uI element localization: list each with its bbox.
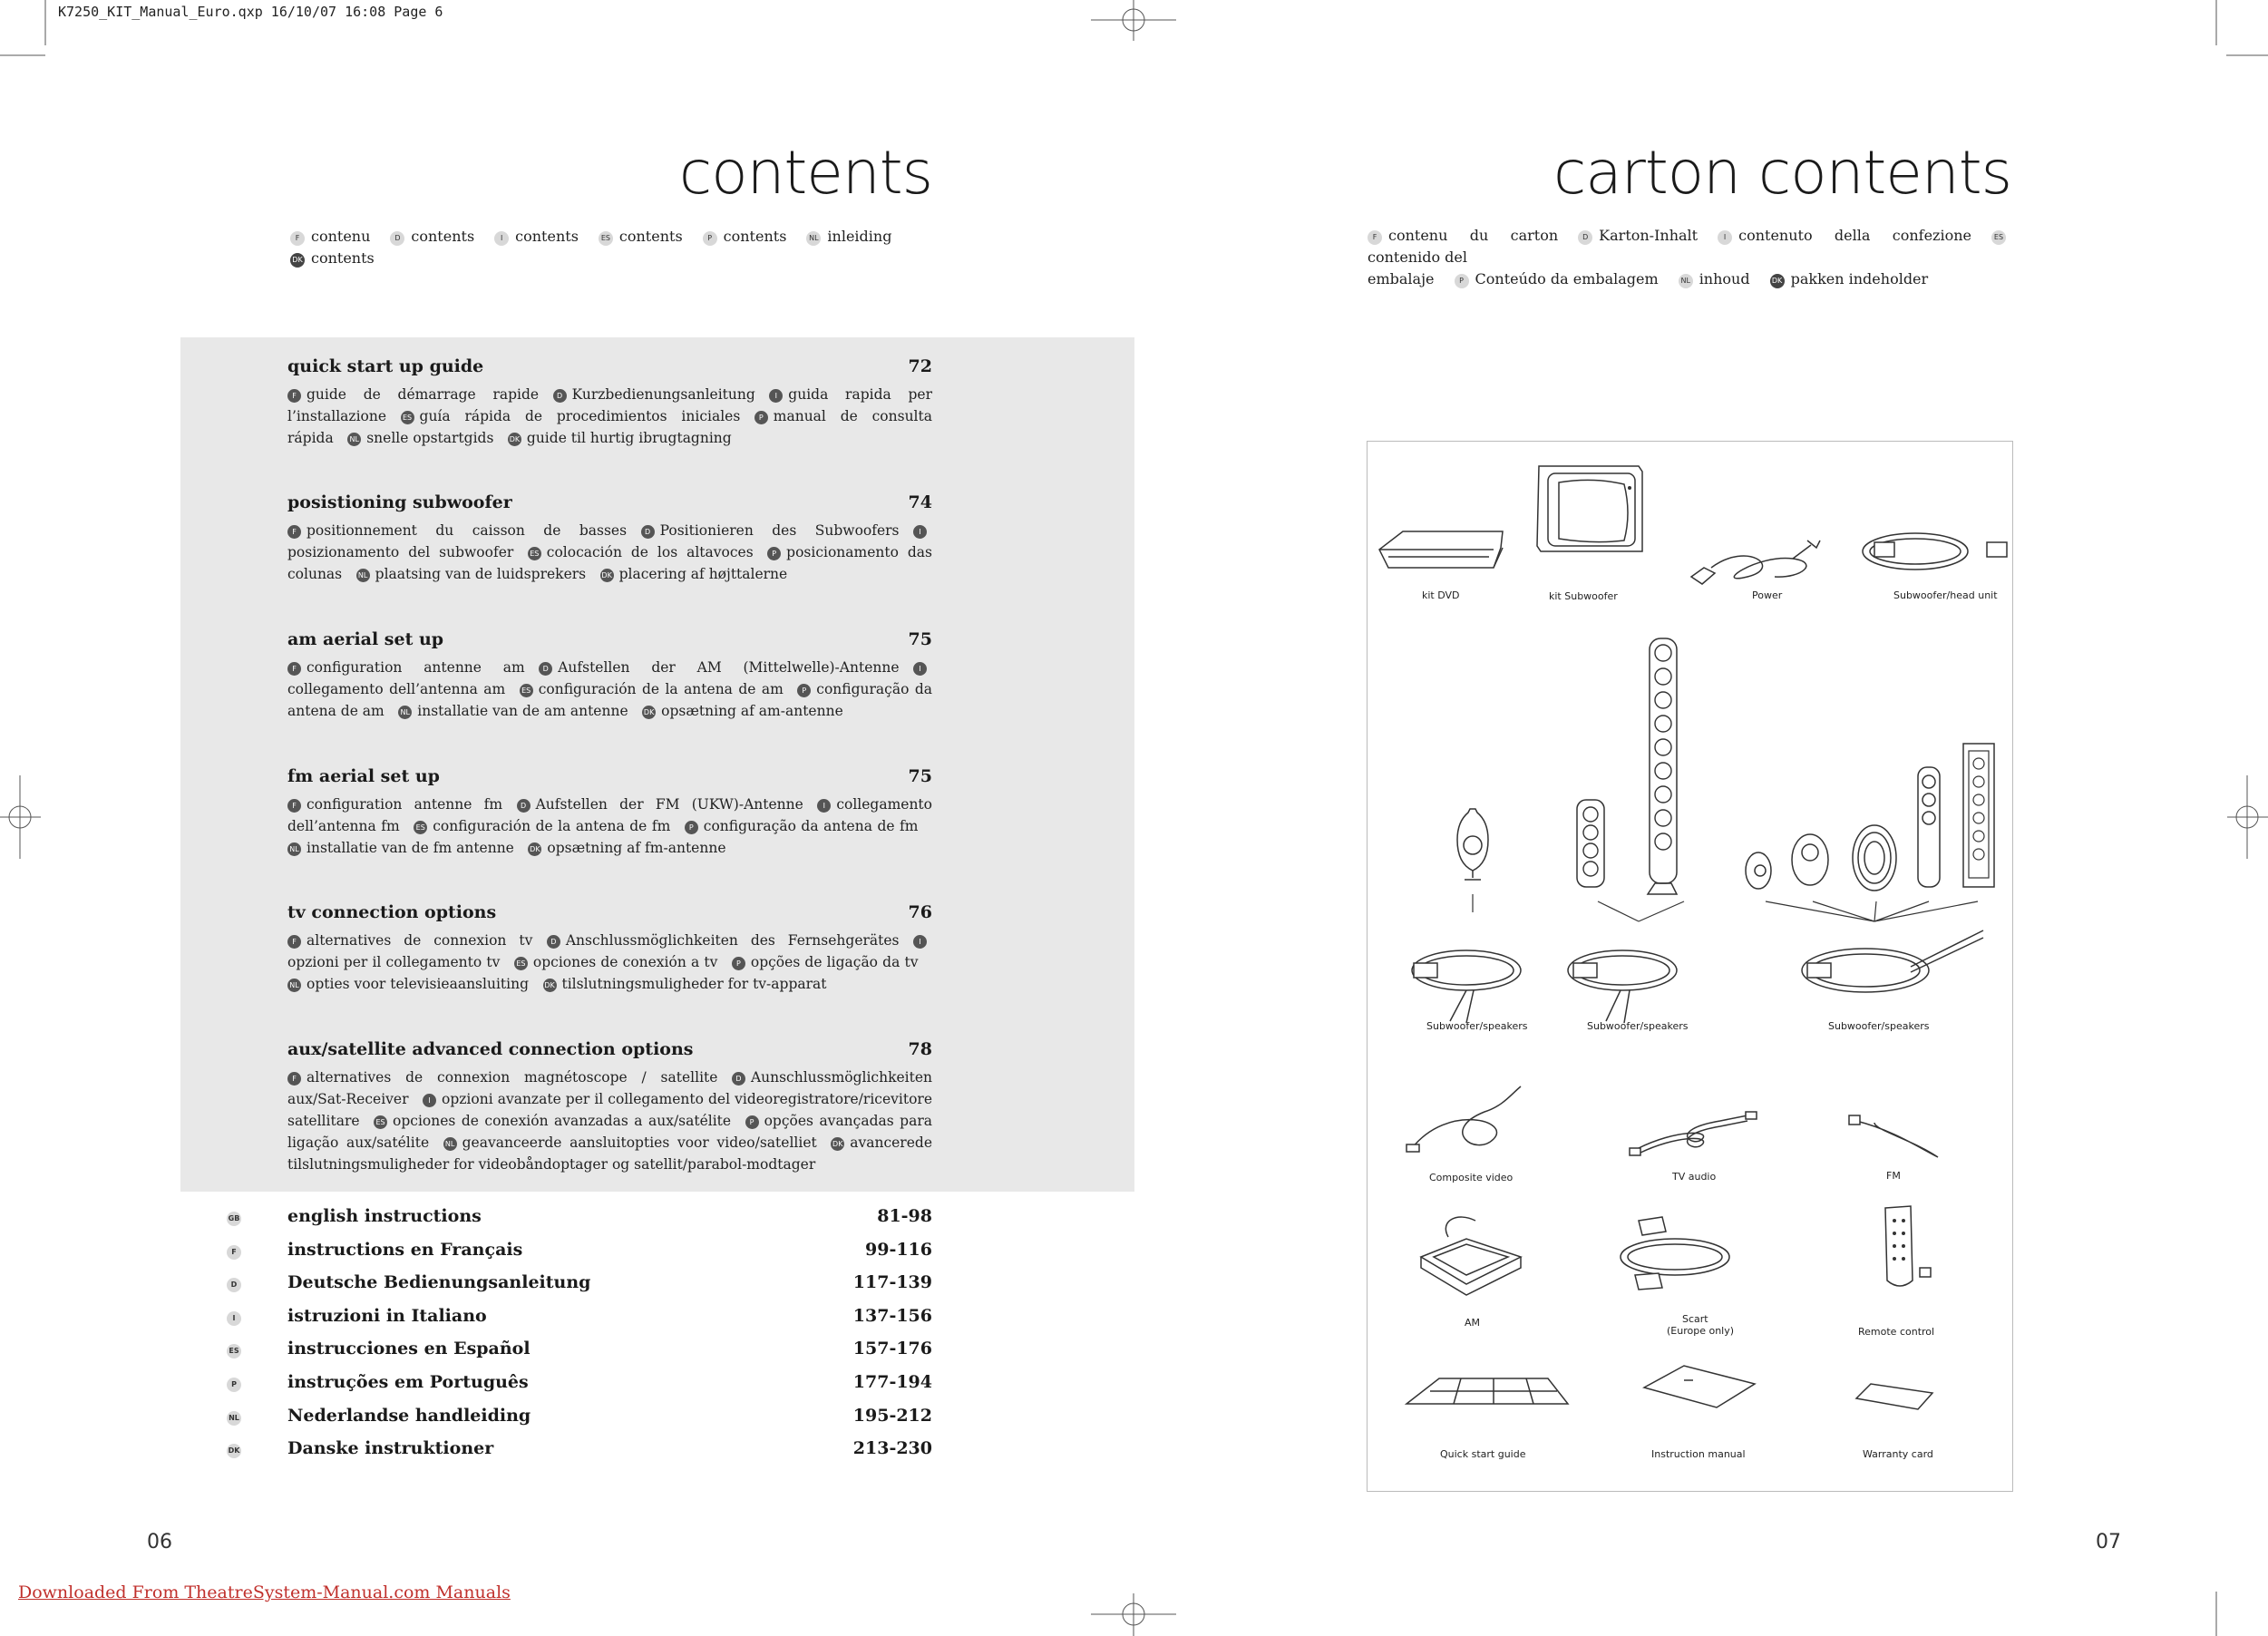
toc-heading-page: 74 <box>908 492 932 512</box>
translation-text: contenu du carton <box>1388 227 1559 244</box>
toc-section <box>287 492 932 585</box>
language-pages: 117-139 <box>852 1272 932 1293</box>
caption-quick-start-guide: Quick start guide <box>1440 1448 1526 1460</box>
caption-remote-control: Remote control <box>1858 1326 1935 1338</box>
subwoofer-illustration <box>1537 466 1642 551</box>
language-code-badge: ES <box>520 684 533 697</box>
toc-translation-text: alternatives de connexion magnétoscope / satellite <box>307 1069 718 1086</box>
language-code-badge: NL <box>806 231 821 246</box>
language-code-badge: F <box>227 1245 241 1260</box>
language-code <box>227 1406 287 1426</box>
toc-section <box>287 902 932 995</box>
tall-speaker-illustration <box>1648 638 1677 894</box>
toc-translation-text: snelle opstartgids <box>366 430 494 446</box>
language-label: english instructions <box>287 1206 482 1226</box>
language-code-badge: NL <box>287 842 301 856</box>
globe-subwoofer-illustration <box>1457 809 1488 880</box>
toc-translation-text: opsætning af fm-antenne <box>547 840 726 856</box>
toc-translation-text: Aufstellen der AM (Mittelwelle)-Antenne <box>558 659 900 676</box>
caption-kit-dvd: kit DVD <box>1422 589 1460 601</box>
caption-kit-subwoofer: kit Subwoofer <box>1549 590 1618 602</box>
language-code-badge: I <box>227 1311 241 1326</box>
toc-heading[interactable] <box>287 492 932 512</box>
connection-arrows <box>1473 894 1978 921</box>
language-code-badge: ES <box>528 547 541 560</box>
toc-translation-text: configuración de la antena de am <box>538 681 784 697</box>
language-code-badge: ES <box>1991 230 2006 245</box>
translation-text: inhoud <box>1699 270 1750 287</box>
language-code-badge: P <box>767 547 781 560</box>
toc-heading[interactable] <box>287 766 932 786</box>
language-code-badge: DK <box>831 1137 844 1151</box>
language-code <box>227 1306 287 1326</box>
language-code-badge: ES <box>414 821 427 834</box>
toc-translation-text: Aunschlussmöglichkeiten aux/Sat-Receiver <box>287 1069 932 1107</box>
toc-translation-text: colocación de los altavoces <box>546 544 754 560</box>
language-pages: 137-156 <box>852 1305 932 1326</box>
toc-translation-text: collegamento dell’antenna am <box>287 681 506 697</box>
language-code-badge: ES <box>374 1115 387 1129</box>
language-code-badge: DK <box>543 979 557 992</box>
head-unit-cable-illustration <box>1863 533 2007 570</box>
language-code-badge: DK <box>528 842 541 856</box>
toc-translation-text: geavanceerde aansluitopties voor video/satelliet <box>462 1134 817 1151</box>
language-code-badge: I <box>769 389 783 403</box>
toc-translation-text: opciones de conexión avanzadas a aux/satélite <box>393 1113 732 1129</box>
toc-translation-text: manual de consulta rápida <box>287 408 932 446</box>
language-code-badge: ES <box>599 231 613 246</box>
download-link[interactable]: Downloaded From TheatreSystem-Manual.com Manuals <box>18 1582 511 1602</box>
toc-heading-page: 75 <box>908 629 932 649</box>
translation-text: contents <box>723 228 787 245</box>
language-code-badge: NL <box>347 433 361 446</box>
mid-speaker-illustration <box>1577 800 1604 887</box>
toc-heading[interactable] <box>287 356 932 376</box>
toc-translation-text: configuração da antena de am <box>287 681 932 719</box>
language-code-badge: F <box>287 389 301 403</box>
toc-translation-text: opciones de conexión a tv <box>532 954 718 970</box>
toc-translations <box>287 657 932 722</box>
language-code-badge: NL <box>356 569 370 582</box>
toc-heading[interactable] <box>287 629 932 649</box>
toc-translations <box>287 520 932 585</box>
file-header: K7250_KIT_Manual_Euro.qxp 16/10/07 16:08 Page 6 <box>58 4 443 20</box>
instruction-manual-illustration <box>1644 1366 1755 1407</box>
language-index-row[interactable] <box>227 1240 932 1260</box>
toc-translation-text: guide til hurtig ibrugtagning <box>526 430 732 446</box>
language-index-row[interactable] <box>227 1406 932 1426</box>
language-label: Nederlandse handleiding <box>287 1405 531 1426</box>
toc-translations <box>287 1066 932 1175</box>
am-antenna-illustration <box>1421 1217 1521 1295</box>
toc-translation-text: collegamento dell’antenna fm <box>287 796 932 834</box>
language-label: Danske instruktioner <box>287 1438 494 1459</box>
language-code-badge: D <box>539 662 552 676</box>
toc-translation-text: positionnement du caisson de basses <box>307 522 628 539</box>
language-pages: 81-98 <box>877 1206 932 1226</box>
eggs-speakers-illustration <box>1746 744 1994 891</box>
language-code-badge: GB <box>227 1212 241 1226</box>
language-code-badge: D <box>1578 230 1592 245</box>
language-code-badge: F <box>290 231 305 246</box>
toc-translation-text: installatie van de am antenne <box>417 703 628 719</box>
language-code-badge: NL <box>398 706 412 719</box>
language-code-badge: NL <box>287 979 301 992</box>
language-pages: 177-194 <box>852 1372 932 1392</box>
language-code-badge: DK <box>1770 274 1785 288</box>
toc-section <box>287 1039 932 1175</box>
translation-text: inleiding <box>827 228 892 245</box>
caption-scart-note: (Europe only) <box>1667 1325 1735 1337</box>
language-code <box>227 1372 287 1392</box>
dvd-unit-illustration <box>1379 531 1503 568</box>
toc-translation-text: opsætning af am-antenne <box>661 703 843 719</box>
toc-heading-page: 78 <box>908 1039 932 1059</box>
toc-translation-text: tilslutningsmuligheder for tv-apparat <box>561 976 827 992</box>
toc-translation-text: alternatives de connexion tv <box>307 932 533 949</box>
language-code-badge: I <box>913 935 927 949</box>
language-index-row[interactable] <box>227 1438 932 1458</box>
toc-translation-text: Anschlussmöglichkeiten des Fernsehgerätes <box>565 932 900 949</box>
toc-translation-text: Kurzbedienungsanleitung <box>571 386 755 403</box>
caption-instruction-manual: Instruction manual <box>1651 1448 1746 1460</box>
toc-translation-text: opções avançadas para ligação aux/satélite <box>287 1113 932 1151</box>
caption-scart: Scart <box>1682 1313 1708 1325</box>
language-code-badge: D <box>553 389 567 403</box>
language-code-badge: ES <box>401 411 414 424</box>
toc-section <box>287 629 932 722</box>
language-pages: 213-230 <box>852 1438 932 1459</box>
caption-power: Power <box>1752 589 1783 601</box>
toc-heading[interactable] <box>287 902 932 922</box>
page-number-left: 06 <box>147 1531 172 1553</box>
toc-translations <box>287 930 932 995</box>
toc-translation-text: opzioni per il collegamento tv <box>287 954 501 970</box>
toc-translation-text: Aufstellen der FM (UKW)-Antenne <box>535 796 803 813</box>
language-code-badge: D <box>732 1072 745 1086</box>
toc-translations <box>287 384 932 449</box>
language-code-badge: D <box>641 525 655 539</box>
power-cable-illustration <box>1691 540 1820 584</box>
toc-translation-text: configuration antenne fm <box>307 796 503 813</box>
tv-audio-cable-illustration <box>1630 1112 1757 1155</box>
language-label: Deutsche Bedienungsanleitung <box>287 1272 591 1293</box>
caption-am: AM <box>1465 1317 1481 1329</box>
page-number-right: 07 <box>2096 1531 2121 1553</box>
toc-translations <box>287 794 932 859</box>
language-code-badge: NL <box>1679 274 1693 288</box>
language-code-badge: I <box>494 231 509 246</box>
quick-start-guide-illustration <box>1407 1378 1568 1404</box>
toc-heading-page: 72 <box>908 356 932 376</box>
toc-heading-title: fm aerial set up <box>287 766 440 786</box>
caption-warranty-card: Warranty card <box>1863 1448 1933 1460</box>
translation-text: Karton-Inhalt <box>1599 227 1699 244</box>
toc-translation-text: plaatsing van de luidsprekers <box>375 566 587 582</box>
language-code-badge: DK <box>642 706 656 719</box>
speaker-cables-illustration <box>1412 930 1983 1023</box>
language-code-badge: I <box>1718 230 1732 245</box>
toc-translation-text: Positionieren des Subwoofers <box>659 522 900 539</box>
translation-text: contents <box>411 228 475 245</box>
language-code-badge: NL <box>443 1137 457 1151</box>
translation-text: Conteúdo da embalagem <box>1475 270 1659 287</box>
language-code-badge: F <box>287 1072 301 1086</box>
carton-translations <box>1368 225 2012 290</box>
translation-text: contenu <box>311 228 371 245</box>
toc-translation-text: installatie van de fm antenne <box>307 840 514 856</box>
caption-subwoofer-head-unit: Subwoofer/head unit <box>1893 589 1998 601</box>
language-code-badge: P <box>754 411 768 424</box>
translation-text: contents <box>515 228 579 245</box>
language-code-badge: P <box>797 684 811 697</box>
carton-contents-title: carton contents <box>1553 138 2011 208</box>
translation-text: embalaje <box>1368 270 1435 287</box>
toc-heading-title: am aerial set up <box>287 629 444 649</box>
language-code-badge: F <box>1368 230 1382 245</box>
language-label: instructions en Français <box>287 1239 523 1260</box>
toc-heading[interactable] <box>287 1039 932 1059</box>
language-code-badge: F <box>287 799 301 813</box>
caption-subwoofer-speakers-3: Subwoofer/speakers <box>1828 1020 1930 1032</box>
toc-translation-text: configuration antenne am <box>307 659 525 676</box>
contents-translations <box>290 226 935 269</box>
toc-translation-text: placering af højttalerne <box>618 566 788 582</box>
language-index-row[interactable] <box>227 1306 932 1326</box>
language-code-badge: D <box>227 1278 241 1292</box>
toc-translation-text: guida rapida per l’installazione <box>287 386 932 424</box>
caption-subwoofer-speakers-1: Subwoofer/speakers <box>1426 1020 1528 1032</box>
fm-antenna-illustration <box>1849 1115 1938 1157</box>
language-code-badge: D <box>517 799 530 813</box>
toc-heading-page: 76 <box>908 902 932 922</box>
toc-heading-title: tv connection options <box>287 902 497 922</box>
language-index-row[interactable] <box>227 1339 932 1358</box>
language-pages: 157-176 <box>852 1339 932 1359</box>
language-code-badge: DK <box>600 569 614 582</box>
contents-title: contents <box>678 138 932 208</box>
language-code-badge: F <box>287 525 301 539</box>
caption-composite-video: Composite video <box>1429 1172 1514 1183</box>
language-code-badge: P <box>685 821 698 834</box>
toc-heading-title: posistioning subwoofer <box>287 492 512 512</box>
warranty-card-illustration <box>1856 1384 1932 1409</box>
language-code-badge: D <box>547 935 560 949</box>
toc-section <box>287 356 932 449</box>
language-index-row[interactable] <box>227 1372 932 1392</box>
language-code-badge: NL <box>227 1411 241 1426</box>
language-code-badge: F <box>287 935 301 949</box>
toc-translation-text: opzioni avanzate per il collegamento del videoregistratore/ricevitore satellitare <box>287 1091 932 1129</box>
language-code-badge: P <box>703 231 717 246</box>
language-label: instrucciones en Español <box>287 1339 530 1359</box>
language-label: istruzioni in Italiano <box>287 1305 487 1326</box>
language-code-badge: DK <box>508 433 521 446</box>
translation-text: contents <box>618 228 683 245</box>
language-code <box>227 1206 287 1226</box>
toc-section <box>287 766 932 859</box>
toc-translation-text: configuração da antena de fm <box>703 818 919 834</box>
language-code-badge: I <box>817 799 831 813</box>
language-code-badge: D <box>390 231 404 246</box>
language-index-row[interactable] <box>227 1206 932 1226</box>
caption-fm: FM <box>1886 1170 1901 1182</box>
language-code-badge: P <box>732 957 745 970</box>
caption-subwoofer-speakers-2: Subwoofer/speakers <box>1587 1020 1689 1032</box>
language-code-badge: I <box>913 525 927 539</box>
language-pages: 99-116 <box>865 1239 932 1260</box>
translation-text: contenuto della confezione <box>1738 227 1971 244</box>
language-code <box>227 1272 287 1292</box>
language-code-badge: I <box>913 662 927 676</box>
toc-translation-text: opções de ligação da tv <box>750 954 919 970</box>
language-code-badge: DK <box>227 1444 241 1458</box>
remote-control-illustration <box>1885 1206 1931 1286</box>
language-code-badge: ES <box>514 957 528 970</box>
language-code <box>227 1438 287 1458</box>
translation-text: contents <box>311 249 375 267</box>
language-code <box>227 1240 287 1260</box>
toc-translation-text: guía rápida de procedimientos iniciales <box>419 408 741 424</box>
language-code-badge: DK <box>290 253 305 268</box>
language-index-row[interactable] <box>227 1272 932 1292</box>
toc-translation-text: configuración de la antena de fm <box>433 818 671 834</box>
toc-heading-title: aux/satellite advanced connection options <box>287 1039 694 1059</box>
translation-text: pakken indeholder <box>1790 270 1929 287</box>
caption-tv-audio: TV audio <box>1672 1171 1717 1183</box>
translation-text: contenido del <box>1368 248 1468 266</box>
language-code-badge: I <box>423 1094 436 1107</box>
toc-translation-text: opties voor televisieaansluiting <box>307 976 529 992</box>
language-label: instruções em Português <box>287 1372 529 1392</box>
toc-translation-text: posicionamento das colunas <box>287 544 932 582</box>
scart-cable-illustration <box>1621 1217 1729 1290</box>
toc-heading-page: 75 <box>908 766 932 786</box>
language-code <box>227 1339 287 1358</box>
toc-translation-text: avancerede tilslutningsmuligheder for videobåndoptager og satellit/parabol-modtager <box>287 1134 932 1173</box>
language-code-badge: P <box>227 1378 241 1392</box>
toc-translation-text: posizionamento del subwoofer <box>287 544 514 560</box>
toc-heading-title: quick start up guide <box>287 356 484 376</box>
language-code-badge: P <box>745 1115 759 1129</box>
composite-video-cable-illustration <box>1407 1086 1521 1152</box>
language-code-badge: ES <box>227 1344 241 1358</box>
toc-translation-text: guide de démarrage rapide <box>307 386 540 403</box>
language-code-badge: F <box>287 662 301 676</box>
language-pages: 195-212 <box>852 1405 932 1426</box>
language-code-badge: P <box>1455 274 1469 288</box>
